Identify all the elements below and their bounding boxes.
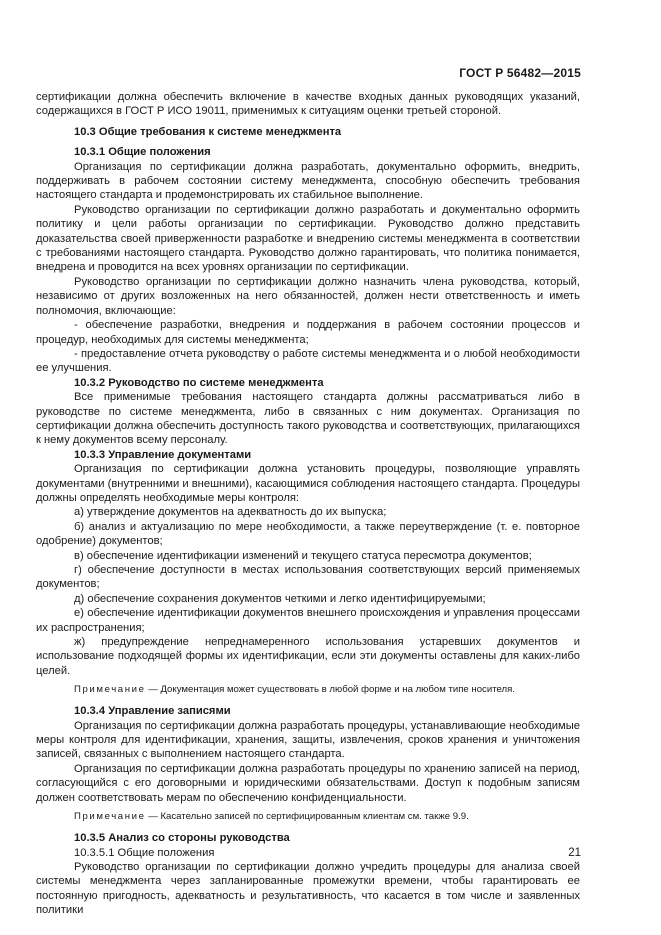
paragraph-intro: сертификации должна обеспечить включение в качестве входных данных руководящих указаний, содержащихся в ГОСТ Р ИСО 19011, применимых к ситуациям оценки третьей стороной. xyxy=(36,91,580,118)
list-item: а) утверждение документов на адекватность до их выпуска; xyxy=(74,506,387,519)
list-item: в) обеспечение идентификации изменений и текущего статуса пересмотра документов; xyxy=(74,549,532,562)
note-label: Примечание xyxy=(74,811,146,823)
heading-10-3: 10.3 Общие требования к системе менеджмента xyxy=(74,125,342,138)
note-documentation xyxy=(36,684,580,696)
heading-10-3-1: 10.3.1 Общие положения xyxy=(74,146,211,159)
paragraph-10-3-4-a: Организация по сертификации должна разработать процедуры, устанавливающие необходимые меры контроля для идентификации, хранения, защиты, извлечения, сроков хранения и уничтожения записей, связанных с выполнением настоящего стандарта. xyxy=(36,719,580,761)
paragraph-10-3-1-c: Руководство организации по сертификации должно назначить члена руководства, который, независимо от других возложенных на него обязанностей, должен нести ответственность и иметь полномочия, включающие: xyxy=(36,275,580,317)
note-records xyxy=(36,811,580,823)
paragraph-10-3-2: Все применимые требования настоящего стандарта должны рассматриваться либо в руководстве по системе менеджмента, либо в связанных с ним документах. Организация по сертификации должна обеспечить доступность такого руководства и соответствующих, прилагающихся к нему документов всему персоналу. xyxy=(36,391,580,447)
standard-designation: ГОСТ Р 56482—2015 xyxy=(459,66,581,80)
paragraph-10-3-5-1: Руководство организации по сертификации должно учредить процедуры для анализа своей системы менеджмента через запланированные промежутки времени, чтобы гарантировать ее постоянную пригодность, адекватность и результативность, что касается в том числе и заявленных политики xyxy=(36,860,580,917)
list-item: б) анализ и актуализацию по мере необходимости, а также переутверждение (т. е. повторное одобрение) документов; xyxy=(36,520,580,548)
list-item: е) обеспечение идентификации документов внешнего происхождения и управления процессами их распространения; xyxy=(36,607,580,634)
page-number: 21 xyxy=(568,847,581,859)
list-item: г) обеспечение доступности в местах использования соответствующих версий применяемых документов; xyxy=(36,564,580,591)
list-item: д) обеспечение сохранения документов четкими и легко идентифицируемыми; xyxy=(74,592,486,605)
paragraph-10-3-1-b: Руководство организации по сертификации должно разработать и документально оформить политику и цели работы организации по сертификации. Руководство должно представить доказательства своей приверженности разработке и внедрению системы менеджмента в соответствии с требованиями настоящего стандарта. Руководство должно гарантировать, что политика понимается, внедрена и проводится на всех уровнях организации по сертификации. xyxy=(36,203,580,274)
paragraph-10-3-4-b: Организация по сертификации должна разработать процедуры по хранению записей на период, согласующийся с его договорными и юридическими обязательствами. Доступ к подобным записям должен соответствовать мерам по обеспечению конфиденциальности. xyxy=(36,762,580,804)
heading-10-3-4: 10.3.4 Управление записями xyxy=(74,705,231,718)
document-body xyxy=(36,90,580,918)
note-text: — Документация может существовать в любой форме и на любом типе носителя. xyxy=(145,684,515,696)
list-item: - обеспечение разработки, внедрения и поддержания в рабочем состоянии процессов и процедур, необходимых для системы менеджмента; xyxy=(36,319,580,346)
heading-10-3-2: 10.3.2 Руководство по системе менеджмента xyxy=(74,376,324,389)
heading-10-3-3: 10.3.3 Управление документами xyxy=(74,448,252,461)
list-item: - предоставление отчета руководству о работе системы менеджмента и о любой необходимости ее улучшения. xyxy=(36,347,580,375)
heading-10-3-5: 10.3.5 Анализ со стороны руководства xyxy=(74,832,290,845)
heading-10-3-5-1: 10.3.5.1 Общие положения xyxy=(74,846,215,859)
paragraph-10-3-3: Организация по сертификации должна установить процедуры, позволяющие управлять документами (внутренними и внешними), касающимися соблюдения настоящего стандарта. Процедуры должны определять необходимые меры контроля: xyxy=(36,463,580,504)
list-item: ж) предупреждение непреднамеренного использования устаревших документов и использование подходящей формы их идентификации, если эти документы оставлены для каких-либо целей. xyxy=(36,636,580,677)
paragraph-10-3-1-a: Организация по сертификации должна разработать, документально оформить, внедрить, поддерживать в рабочем состоянии систему менеджмента, способную обеспечить требования настоящего стандарта и продемонстрировать их стабильное выполнение. xyxy=(36,160,580,202)
note-text: — Касательно записей по сертифицированным клиентам см. также 9.9. xyxy=(145,811,469,823)
note-label: Примечание xyxy=(74,684,146,696)
